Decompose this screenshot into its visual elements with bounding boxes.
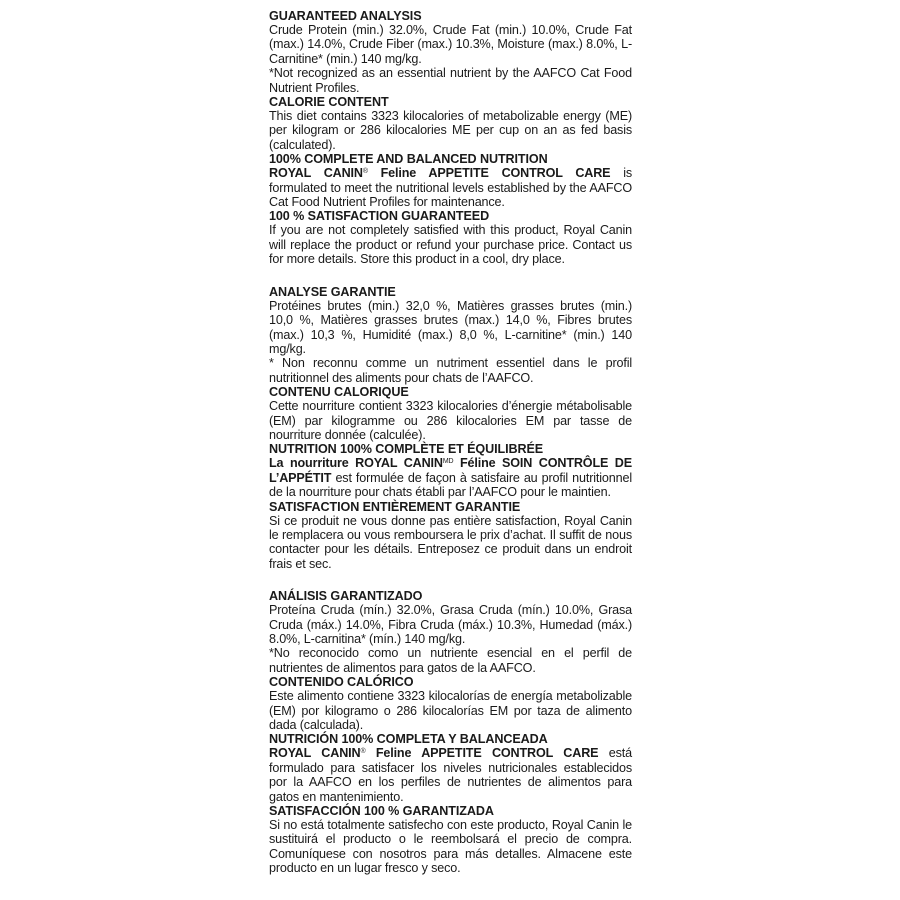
product-name: Feline APPETITE CONTROL CARE	[375, 746, 599, 761]
analyse-garantie-heading: ANALYSE GARANTIE	[269, 284, 396, 299]
analyse-garantie-footnote: * Non reconnu comme un nutriment essentiel dans le profil nutritionnel des aliments pour chats de l’AAFCO.	[269, 356, 632, 385]
brand-name: ROYAL CANIN	[269, 166, 363, 181]
nutricion-completa-text	[269, 746, 632, 804]
complete-nutrition-text	[269, 166, 632, 209]
guaranteed-analysis-heading: GUARANTEED ANALYSIS	[269, 9, 422, 23]
registered-mark: ®	[362, 168, 368, 176]
registered-mark: ®	[360, 748, 366, 756]
satisfaccion-garantizada-text: Si no está totalmente satisfecho con este producto, Royal Canin le sustituirá el producto o le reembolsará el precio de compra. Comuníquese con nosotros para más detalles. Almacene este producto en un lugar fresco y seco.	[269, 818, 632, 876]
guaranteed-analysis-footnote: *Not recognized as an essential nutrient by the AAFCO Cat Food Nutrient Profiles.	[269, 66, 632, 95]
contenu-calorique-heading: CONTENU CALORIQUE	[269, 385, 409, 400]
spanish-section	[269, 589, 632, 876]
brand-name: ROYAL CANIN	[269, 746, 361, 761]
analisis-garantizado-heading: ANÁLISIS GARANTIZADO	[269, 589, 423, 604]
guaranteed-analysis-text: Crude Protein (min.) 32.0%, Crude Fat (min.) 10.0%, Crude Fat (max.) 14.0%, Crude Fiber (max.) 10.3%, Moisture (max.) 8.0%, L-Carnitine* (min.) 140 mg/kg.	[269, 23, 632, 66]
analyse-garantie-text: Protéines brutes (min.) 32,0 %, Matières grasses brutes (min.) 10,0 %, Matières grasses brutes (max.) 14,0 %, Fibres brutes (max.) 10,3 %, Humidité (max.) 8,0 %, L-carnitine* (min.) 140 mg/kg.	[269, 298, 632, 356]
satisfaction-garantie-heading: SATISFACTION ENTIÈREMENT GARANTIE	[269, 499, 521, 514]
analisis-garantizado-footnote: *No reconocido como un nutriente esencial en el perfil de nutrientes de alimentos para gatos de la AAFCO.	[269, 646, 632, 675]
contenido-calorico-heading: CONTENIDO CALÓRICO	[269, 675, 414, 690]
brand-name: La nourriture ROYAL CANIN	[269, 456, 443, 471]
nutrition-label-panel	[269, 9, 632, 876]
complete-nutrition-heading: 100% COMPLETE AND BALANCED NUTRITION	[269, 152, 548, 167]
calorie-content-heading: CALORIE CONTENT	[269, 95, 389, 110]
nutrition-complete-body: est formulée de façon à satisfaire au profil nutritionnel de la nourriture pour chats établi par l’AAFCO pour le maintien.	[269, 470, 632, 500]
calorie-content-text: This diet contains 3323 kilocalories of metabolizable energy (ME) per kilogram or 286 kilocalories ME per cup on an as fed basis (calculated).	[269, 109, 632, 152]
product-name: Feline APPETITE CONTROL CARE	[380, 166, 611, 181]
satisfaction-heading: 100 % SATISFACTION GUARANTEED	[269, 209, 490, 224]
nutricion-completa-body: está formulado para satisfacer los niveles nutricionales establecidos por la AAFCO en los perfiles de nutrientes de alimentos para gatos en mantenimiento.	[269, 746, 632, 804]
satisfaccion-garantizada-heading: SATISFACCIÓN 100 % GARANTIZADA	[269, 804, 494, 819]
satisfaction-text: If you are not completely satisfied with this product, Royal Canin will replace the product or refund your purchase price. Contact us for more details. Store this product in a cool, dry place.	[269, 223, 632, 267]
nutrition-complete-text	[269, 456, 632, 499]
english-section	[269, 9, 632, 267]
trademark-md: MD	[442, 458, 454, 466]
nutrition-complete-heading: NUTRITION 100% COMPLÈTE ET ÉQUILIBRÉE	[269, 442, 544, 457]
complete-nutrition-body: is formulated to meet the nutritional levels established by the AAFCO Cat Food Nutrient Profiles for maintenance.	[269, 166, 632, 210]
product-name: Féline SOIN CONTRÔLE DE L’APPÉTIT	[269, 456, 632, 485]
contenido-calorico-text: Este alimento contiene 3323 kilocalorías de energía metabolizable (EM) por kilogramo o 286 kilocalorías EM por taza de alimento dada (calculada).	[269, 689, 632, 733]
nutricion-completa-heading: NUTRICIÓN 100% COMPLETA Y BALANCEADA	[269, 732, 548, 747]
contenu-calorique-text: Cette nourriture contient 3323 kilocalories d’énergie métabolisable (EM) par kilogramme ou 286 kilocalories EM par tasse de nourriture donnée (calculée).	[269, 399, 632, 442]
french-section	[269, 285, 632, 572]
satisfaction-garantie-text: Si ce produit ne vous donne pas entière satisfaction, Royal Canin le remplacera ou vous remboursera le prix d’achat. Il suffit de nous contacter pour les détails. Entreposez ce produit dans un endroit frais et sec.	[269, 513, 632, 571]
analisis-garantizado-text: Proteína Cruda (mín.) 32.0%, Grasa Cruda (mín.) 10.0%, Grasa Cruda (máx.) 14.0%, Fibra Cruda (máx.) 10.3%, Humedad (máx.) 8.0%, L-carnitina* (mín.) 140 mg/kg.	[269, 603, 632, 646]
